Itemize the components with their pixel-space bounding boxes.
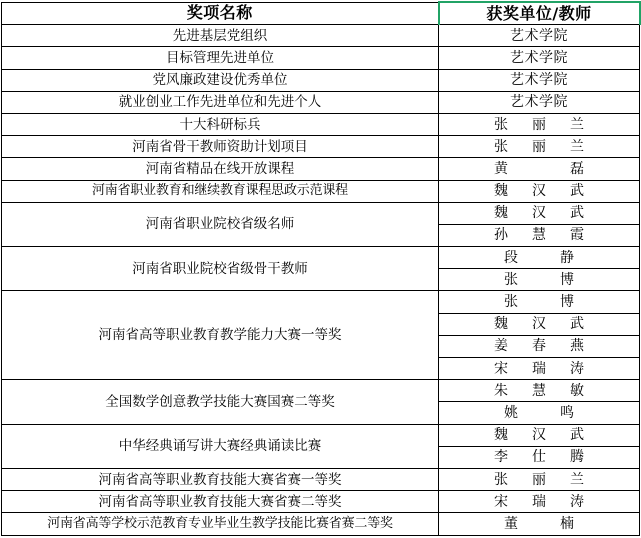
award-cell[interactable]: 全国数学创意教学技能大赛国赛二等奖 (2, 380, 439, 424)
winner-cell[interactable] (439, 468, 640, 490)
table-row (2, 113, 640, 135)
header-row (2, 2, 640, 25)
award-cell[interactable]: 党风廉政建设优秀单位 (2, 69, 439, 91)
table-row (2, 180, 640, 202)
table-row (2, 202, 640, 224)
winner-name: 魏汉武 (494, 205, 584, 222)
award-cell[interactable]: 河南省职业院校省级名师 (2, 202, 439, 246)
winner-cell[interactable] (439, 247, 640, 269)
award-cell[interactable]: 河南省高等职业教育技能大赛省赛二等奖 (2, 491, 439, 513)
winner-cell[interactable] (439, 113, 640, 135)
winner-cell[interactable] (439, 380, 640, 402)
winner-cell[interactable] (439, 202, 640, 224)
table-row (2, 491, 640, 513)
award-cell[interactable]: 河南省职业教育和继续教育课程思政示范课程 (2, 180, 439, 202)
winner-cell[interactable] (439, 269, 640, 291)
winner-name: 魏汉武 (494, 316, 584, 333)
winner-name: 董楠 (504, 515, 574, 532)
table-row (2, 25, 640, 47)
award-cell[interactable]: 目标管理先进单位 (2, 47, 439, 69)
winner-cell[interactable] (439, 491, 640, 513)
table-body (2, 25, 640, 535)
winner-cell[interactable] (439, 358, 640, 380)
winner-cell[interactable] (439, 136, 640, 158)
winner-name: 黄磊 (494, 160, 584, 177)
winner-name: 张丽兰 (494, 471, 584, 488)
table-row (2, 468, 640, 490)
winner-cell[interactable] (439, 224, 640, 246)
award-cell[interactable]: 河南省精品在线开放课程 (2, 158, 439, 180)
winner-name: 朱慧敏 (494, 382, 584, 399)
winner-cell[interactable] (439, 424, 640, 446)
winner-column-header[interactable]: 获奖单位/教师 (439, 2, 640, 25)
table-row (2, 69, 640, 91)
winner-cell[interactable]: 艺术学院 (439, 25, 640, 47)
award-cell[interactable]: 十大科研标兵 (2, 113, 439, 135)
winner-cell[interactable] (439, 446, 640, 468)
winner-name: 宋瑞涛 (494, 493, 584, 510)
winner-cell[interactable] (439, 158, 640, 180)
table-row (2, 513, 640, 535)
winner-name: 张博 (504, 294, 574, 311)
award-cell[interactable]: 河南省高等学校示范教育专业毕业生教学技能比赛省赛二等奖 (2, 513, 439, 535)
winner-name: 姜春燕 (494, 338, 584, 355)
table-row (2, 158, 640, 180)
award-column-header[interactable]: 奖项名称 (2, 2, 439, 25)
winner-name: 姚鸣 (504, 404, 574, 421)
award-cell[interactable]: 河南省高等职业教育教学能力大赛一等奖 (2, 291, 439, 380)
winner-name: 魏汉武 (494, 427, 584, 444)
winner-name: 宋瑞涛 (494, 360, 584, 377)
winner-cell[interactable] (439, 402, 640, 424)
table-row (2, 424, 640, 446)
winner-cell[interactable]: 艺术学院 (439, 47, 640, 69)
award-cell[interactable]: 河南省高等职业教育技能大赛省赛一等奖 (2, 468, 439, 490)
table-row (2, 247, 640, 269)
winner-name: 张丽兰 (494, 116, 584, 133)
awards-table (1, 1, 641, 536)
winner-cell[interactable] (439, 180, 640, 202)
table-row (2, 380, 640, 402)
award-cell[interactable]: 中华经典诵写讲大赛经典诵读比赛 (2, 424, 439, 468)
winner-name: 段静 (504, 249, 574, 266)
winner-name: 张丽兰 (494, 138, 584, 155)
winner-cell[interactable] (439, 513, 640, 535)
table-row (2, 136, 640, 158)
table-row (2, 91, 640, 113)
winner-cell[interactable] (439, 313, 640, 335)
table-row (2, 291, 640, 313)
winner-cell[interactable] (439, 291, 640, 313)
winner-cell[interactable] (439, 335, 640, 357)
winner-cell[interactable]: 艺术学院 (439, 69, 640, 91)
winner-name: 魏汉武 (494, 183, 584, 200)
winner-name: 张博 (504, 271, 574, 288)
award-cell[interactable]: 先进基层党组织 (2, 25, 439, 47)
award-cell[interactable]: 河南省职业院校省级骨干教师 (2, 247, 439, 291)
award-cell[interactable]: 河南省骨干教师资助计划项目 (2, 136, 439, 158)
winner-name: 李仕腾 (494, 449, 584, 466)
winner-cell[interactable]: 艺术学院 (439, 91, 640, 113)
award-cell[interactable]: 就业创业工作先进单位和先进个人 (2, 91, 439, 113)
table-row (2, 47, 640, 69)
winner-name: 孙慧霞 (494, 227, 584, 244)
